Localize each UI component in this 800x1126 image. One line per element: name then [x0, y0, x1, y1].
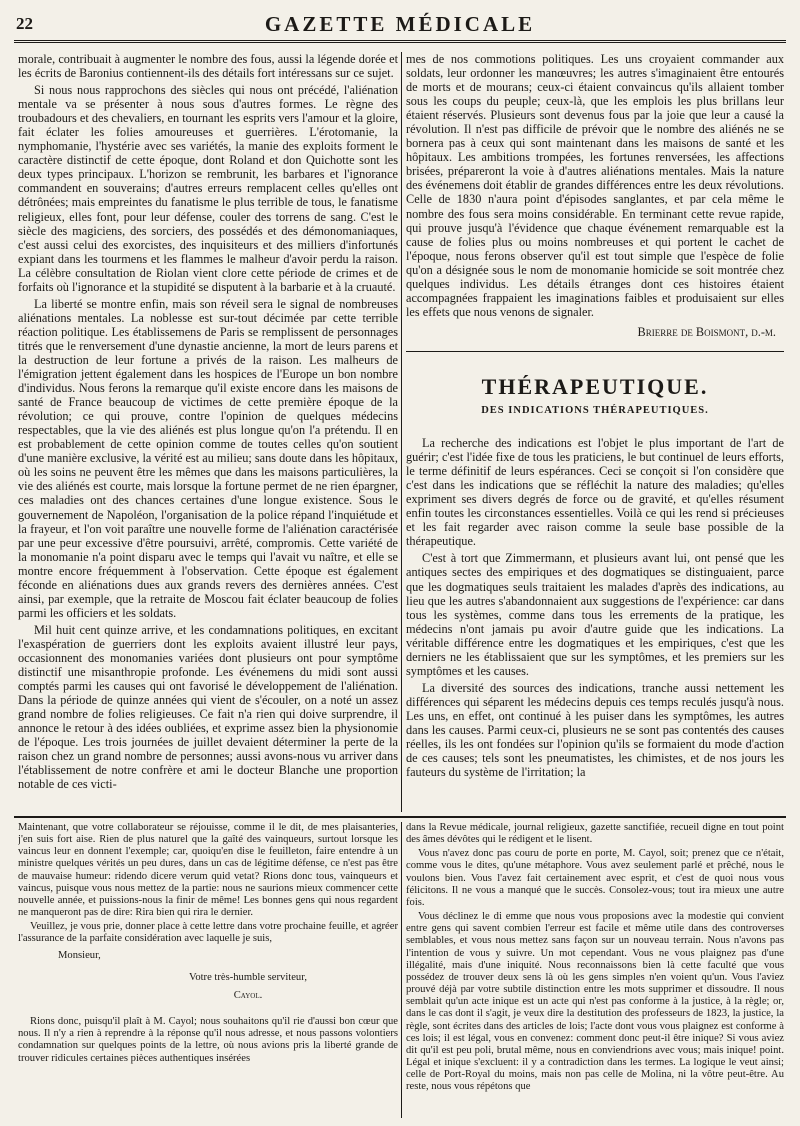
feuilleton-section — [14, 822, 786, 1118]
newspaper-page — [14, 6, 786, 1120]
author-signature: Brierre de Boismont, d.-m. — [637, 324, 776, 339]
section-rule — [406, 351, 784, 352]
paragraph: La liberté se montre enfin, mais son réveil sera le signal de nombreuses aliénations mentales. La noblesse est sur-tout décimée par cette terrible réaction politique. Les établissemens de Paris se remplissent de personnages titrés que le renversement d'une dynastie ancienne, la mort de leurs parens et la destruction de leur fortune a privés de la raison. Les malheurs de l'émigration jettent également dans les hospices de l'Europe un bon nombre d'individus. Nous ferons la remarque qu'il existe encore dans les maisons de santé de France beaucoup de victimes de cette première époque de la révolution; ce qui prouve, contre l'opinion de quelques médecins respectables, que la vie des aliénés est plus longue qu'on l'a prétendu. Il en est probablement de cette opinion comme de toutes celles qu'on soutient d'une manière exclusive, la vérité est au milieu; sans doute dans les hôpitaux, où les soins ne peuvent être les mêmes que dans les maisons particulières, la vie des aliénés est courte, mais lorsque la fortune permet de ne rien épargner, ces maladies ont des chances certaines d'une longue existence. Sous le gouvernement de Napoléon, l'organisation de la police répand l'inquiétude et la frayeur, et l'on voit paraître une nouvelle forme de l'aliénation caractérisée par une peur excessive d'être poursuivi, arrêté, compromis. Cette variété de la monomanie n'a point disparu avec le temps qui l'avait vu naître, et elle se montre encore fréquemment à l'observation. Cette époque est également féconde en aliénations dues aux grands revers des dernières années. C'est ainsi, par exemple, que la retraite de Moscou fait éclater beaucoup de folies parmi les officiers et les soldats. — [18, 296, 398, 620]
left-column — [18, 52, 398, 812]
paragraph: Vous déclinez le di emme que nous vous proposions avec la modestie qui convient entre gens qui savent combien l'erreur est facile et même utile dans des controverses semblables, et vous nous mettez sans façon sur un nouveau terrain. Nous n'avons pas l'intention de vous y suivre. Un mot cependant. Vous ne vous plaignez pas d'une illégalité, mais d'une iniquité. Nous reconnaissons bien là cette faculté que vous possédez de trouver deux sens là où les gens simples n'en voient qu'un. Vous l'aviez prouvé déjà par votre subtile distinction entre les mots supprimer et dissoudre. Il nous semblait qu'un acte inique est un acte qui n'est pas conforme à la justice, à la règle; or, dans le cas dont il s'agit, je veux dire la destitution des professeurs de 1823, la justice, la règle, sont écrites dans des articles de lois; l'acte dont vous vous plaignez est conforme à ces lois; il est légal, vous en convenez: comment donc peut-il être inique? Si vous aviez dit qu'il est peu poli, brutal même, nous en conviendrions avec vous; mais inique! point. Légal et inique s'excluent: il y a contradiction dans les termes. La logique le veut ainsi; celle de Port-Royal du moins, mais non pas celle de Molina, ni la vôtre peut-être. Au reste, nous vous répétons que — [406, 911, 784, 1093]
paragraph: La diversité des sources des indications, tranche aussi nettement les différences qui séparent les médecins depuis ces temps reculés jusqu'à nous. Les uns, en effet, ont continué à les puiser dans les symptômes, les autres dans les causes. Parmi ceux-ci, plusieurs ne se sont pas contentés des causes réelles, ils les ont fondées sur l'opinion qu'ils se formaient du mode d'action de ces causes; tels sont les pneumatistes, les chimistes, et de nos jours les fauteurs du système de l'irritation; la — [406, 680, 784, 780]
masthead-title: GAZETTE MÉDICALE — [264, 12, 536, 36]
paragraph: dans la Revue médicale, journal religieux, gazette sanctifiée, recueil digne en tout point des âmes dévôtes qui le rédigent et le lisent. — [406, 822, 784, 846]
paragraph: Mil huit cent quinze arrive, et les condamnations politiques, en excitant l'exaspération de guerriers dont les exploits avaient illustré leur pays, occasionnent des monomanies variées dont plusieurs ont pour symptôme distinctif une misanthropie profonde. Les événemens du midi sont aussi comptés parmi les causes qui ont favorisé le développement de l'aliénation. Dans la période de quinze années qui vient de s'écouler, on a noté un assez grand nombre de folies religieuses. Ce fait n'a rien qui doive surprendre, il annonce le retour à des idées oubliées, et exprime assez bien la physionomie de l'époque. Les trois journées de juillet devaient déterminer la perte de la raison chez un grand nombre de personnes; aussi avons-nous vu arriver dans l'établissement de notre confrère et ami le docteur Blanche une proportion notable de ces victi- — [18, 622, 398, 792]
column-divider — [401, 52, 402, 812]
paragraph: Vous n'avez donc pas couru de porte en porte, M. Cayol, soit; prenez que ce n'était, comme vous le dites, qu'une métaphore. Vous avez seulement parlé et prêché, nous le voulons bien. Vous l'avez fait certainement avec esprit, et c'est de quoi nous vous félicitons. Il ne vous a manqué que le succès. Consolez-vous; tout ira mieux une autre fois. — [406, 848, 784, 908]
page-number: 22 — [16, 14, 33, 33]
letter-closing: Monsieur, — [58, 949, 101, 961]
letter-signer: Cayol. — [233, 989, 263, 1001]
paragraph: morale, contribuait à augmenter le nombre des fous, aussi la légende dorée et les écrits de Baronius contiennent-ils des détails fort intéressans sur ce sujet. — [18, 52, 398, 81]
paragraph: Veuillez, je vous prie, donner place à cette lettre dans votre prochaine feuille, et agréer l'assurance de la parfaite considération avec laquelle je suis, — [18, 921, 398, 945]
paragraph: Maintenant, que votre collaborateur se réjouisse, comme il le dit, de mes plaisanteries, j'en suis fort aise. Rien de plus naturel que la gaîté des vainqueurs, surtout lorsque les vaincus leur en donnent l'exemple; car, quoiqu'en dise le feuilleton, faire entendre à un ministre quelques vérités un peu dures, dans un cas de légitime défense, ce n'est pas être de mauvaise humeur: ridendo dicere verum quid vetat? Rions donc tous, vainqueurs et vaincus, puisque vous nous mettez de la partie: nous ne saurions mieux commencer cette nouvelle année, et puissions-nous la finir de même! Les bonnes gens qui nous regardent ne manqueront pas de dire: Rira bien qui rira le dernier. — [18, 822, 398, 919]
feuilleton-left-column — [18, 822, 398, 1118]
paragraph: C'est à tort que Zimmermann, et plusieurs avant lui, ont pensé que les antiques sectes des empiriques et des dogmatiques se distinguaient, parce que les dogmatiques seuls traitaient les malades d'après des indications, au lieu que les autres s'abandonnaient aux suggestions de l'expérience: car dans tous les systèmes, comme dans tous les errements de la pratique, les médecins n'ont jamais pu avoir d'autre guide que les indications. La véritable différence entre les dogmatiques et les empiriques, c'est que les derniers ne les établissaient que sur les symptômes, et les premiers sur les symptômes et les causes. — [406, 551, 784, 678]
paragraph: Si nous nous rapprochons des siècles qui nous ont précédé, l'aliénation mentale va se présenter à nous sous d'autres formes. Le règne des troubadours et des chevaliers, en tournant les esprits vers l'amour et la gloire, fait éclater les folies amoureuses et guerrières. L'érotomanie, la nymphomanie, l'hystérie avec ses variétés, la manie des exploits forment le caractère distinctif de cette époque, dont Roland et don Quichotte sont les deux types principaux. L'horizon se rembrunit, les barbares et l'ignorance commandent en souverains; d'autres erreurs remplacent celles qu'elles ont détrônées; mais empreintes du fanatisme le plus terrible de tous, le fanatisme religieux, elles font, pour leur défense, couler des torrens de sang. C'est le siècle des magiciens, des sorciers, des possédés et des démonomaniaques, c'est aussi celui des exorcistes, des inquisiteurs et des milliers d'infortunés expiant dans les tourmens et les flammes le malheur d'avoir perdu la raison. La célèbre consultation de Riolan vient clore cette période de crimes et de forfaits où l'ignorance et la stupidité se disputent à la barbarie et à la cruauté. — [18, 83, 398, 294]
section-subtitle: DES INDICATIONS THÉRAPEUTIQUES. — [481, 404, 709, 416]
paragraph: La recherche des indications est l'objet le plus important de l'art de guérir; c'est l'idée fixe de tous les praticiens, le but continuel de leurs efforts, le terme définitif de leurs espérances. Ceci se conçoit si l'on considère que c'est dans les indications que se réfléchit la nature des maladies; qu'elles expriment ses divers degrés de force ou de gravité, et qu'elles résument enfin toutes les circonstances essentielles. Voilà ce qui les rend si précieuses et les fait regarder avec raison comme la seule base possible de la thérapeutique. — [406, 436, 784, 549]
upper-section — [14, 52, 786, 812]
page-header — [14, 6, 786, 40]
section-title: THÉRAPEUTIQUE. — [481, 373, 709, 399]
column-divider — [401, 822, 402, 1118]
header-rule — [14, 40, 786, 43]
feuilleton-right-column — [406, 822, 784, 1118]
paragraph: mes de nos commotions politiques. Les uns croyaient commander aux soldats, leur ordonner les manœuvres; les autres s'imaginaient être entourés de morts et de mourans; ceux-ci étaient convaincus qu'ils allaient tomber sous les coups du peuple; ceux-là, que les emplois les plus brillans leur étaient réservés. Plusieurs sont devenus fous par la joie que leur a causé la révolution. Il n'est pas difficile de prévoir que le nombre des aliénés ne se bornera pas à ceux qui sont maintenant dans les maisons de santé et les hôpitaux. Les ambitions trompées, les fortunes renversées, les affections brisées, prépareront la voie à d'autres aliénations mentales. Mais la nature des événemens doit établir de grandes différences entre les deux révolutions. Celle de 1830 n'aura point d'épisodes sanglantes, et par cela même le nombre des fous sera moins considérable. En terminant cette revue rapide, qui prouve jusqu'à l'évidence que chaque événement remarquable est la cause de folies plus ou moins nombreuses et qui portent le cachet de l'époque, nous ferons observer qu'il est tout simple que l'espèce de folie qu'on a désignée sous le nom de monomanie homicide se soit montrée chez quelques individus. Les détails étranges dont ces histoires étaient accompagnées frappaient les imaginations faibles et produisaient sur elles les effets que nous venons de signaler. — [406, 52, 784, 319]
right-column — [406, 52, 784, 812]
paragraph: Rions donc, puisqu'il plaît à M. Cayol; nous souhaitons qu'il rie d'aussi bon cœur que nous. Il n'y a rien à reprendre à la réponse qu'il nous adresse, et nous passons volontiers condamnation sur quelques points de la lettre, où nous avions pris la liberté grande de trouver ridicules certaines pièces authentiques insérées — [18, 1016, 398, 1064]
feuilleton-rule — [14, 816, 786, 818]
letter-signoff: Votre très-humble serviteur, — [189, 971, 307, 983]
